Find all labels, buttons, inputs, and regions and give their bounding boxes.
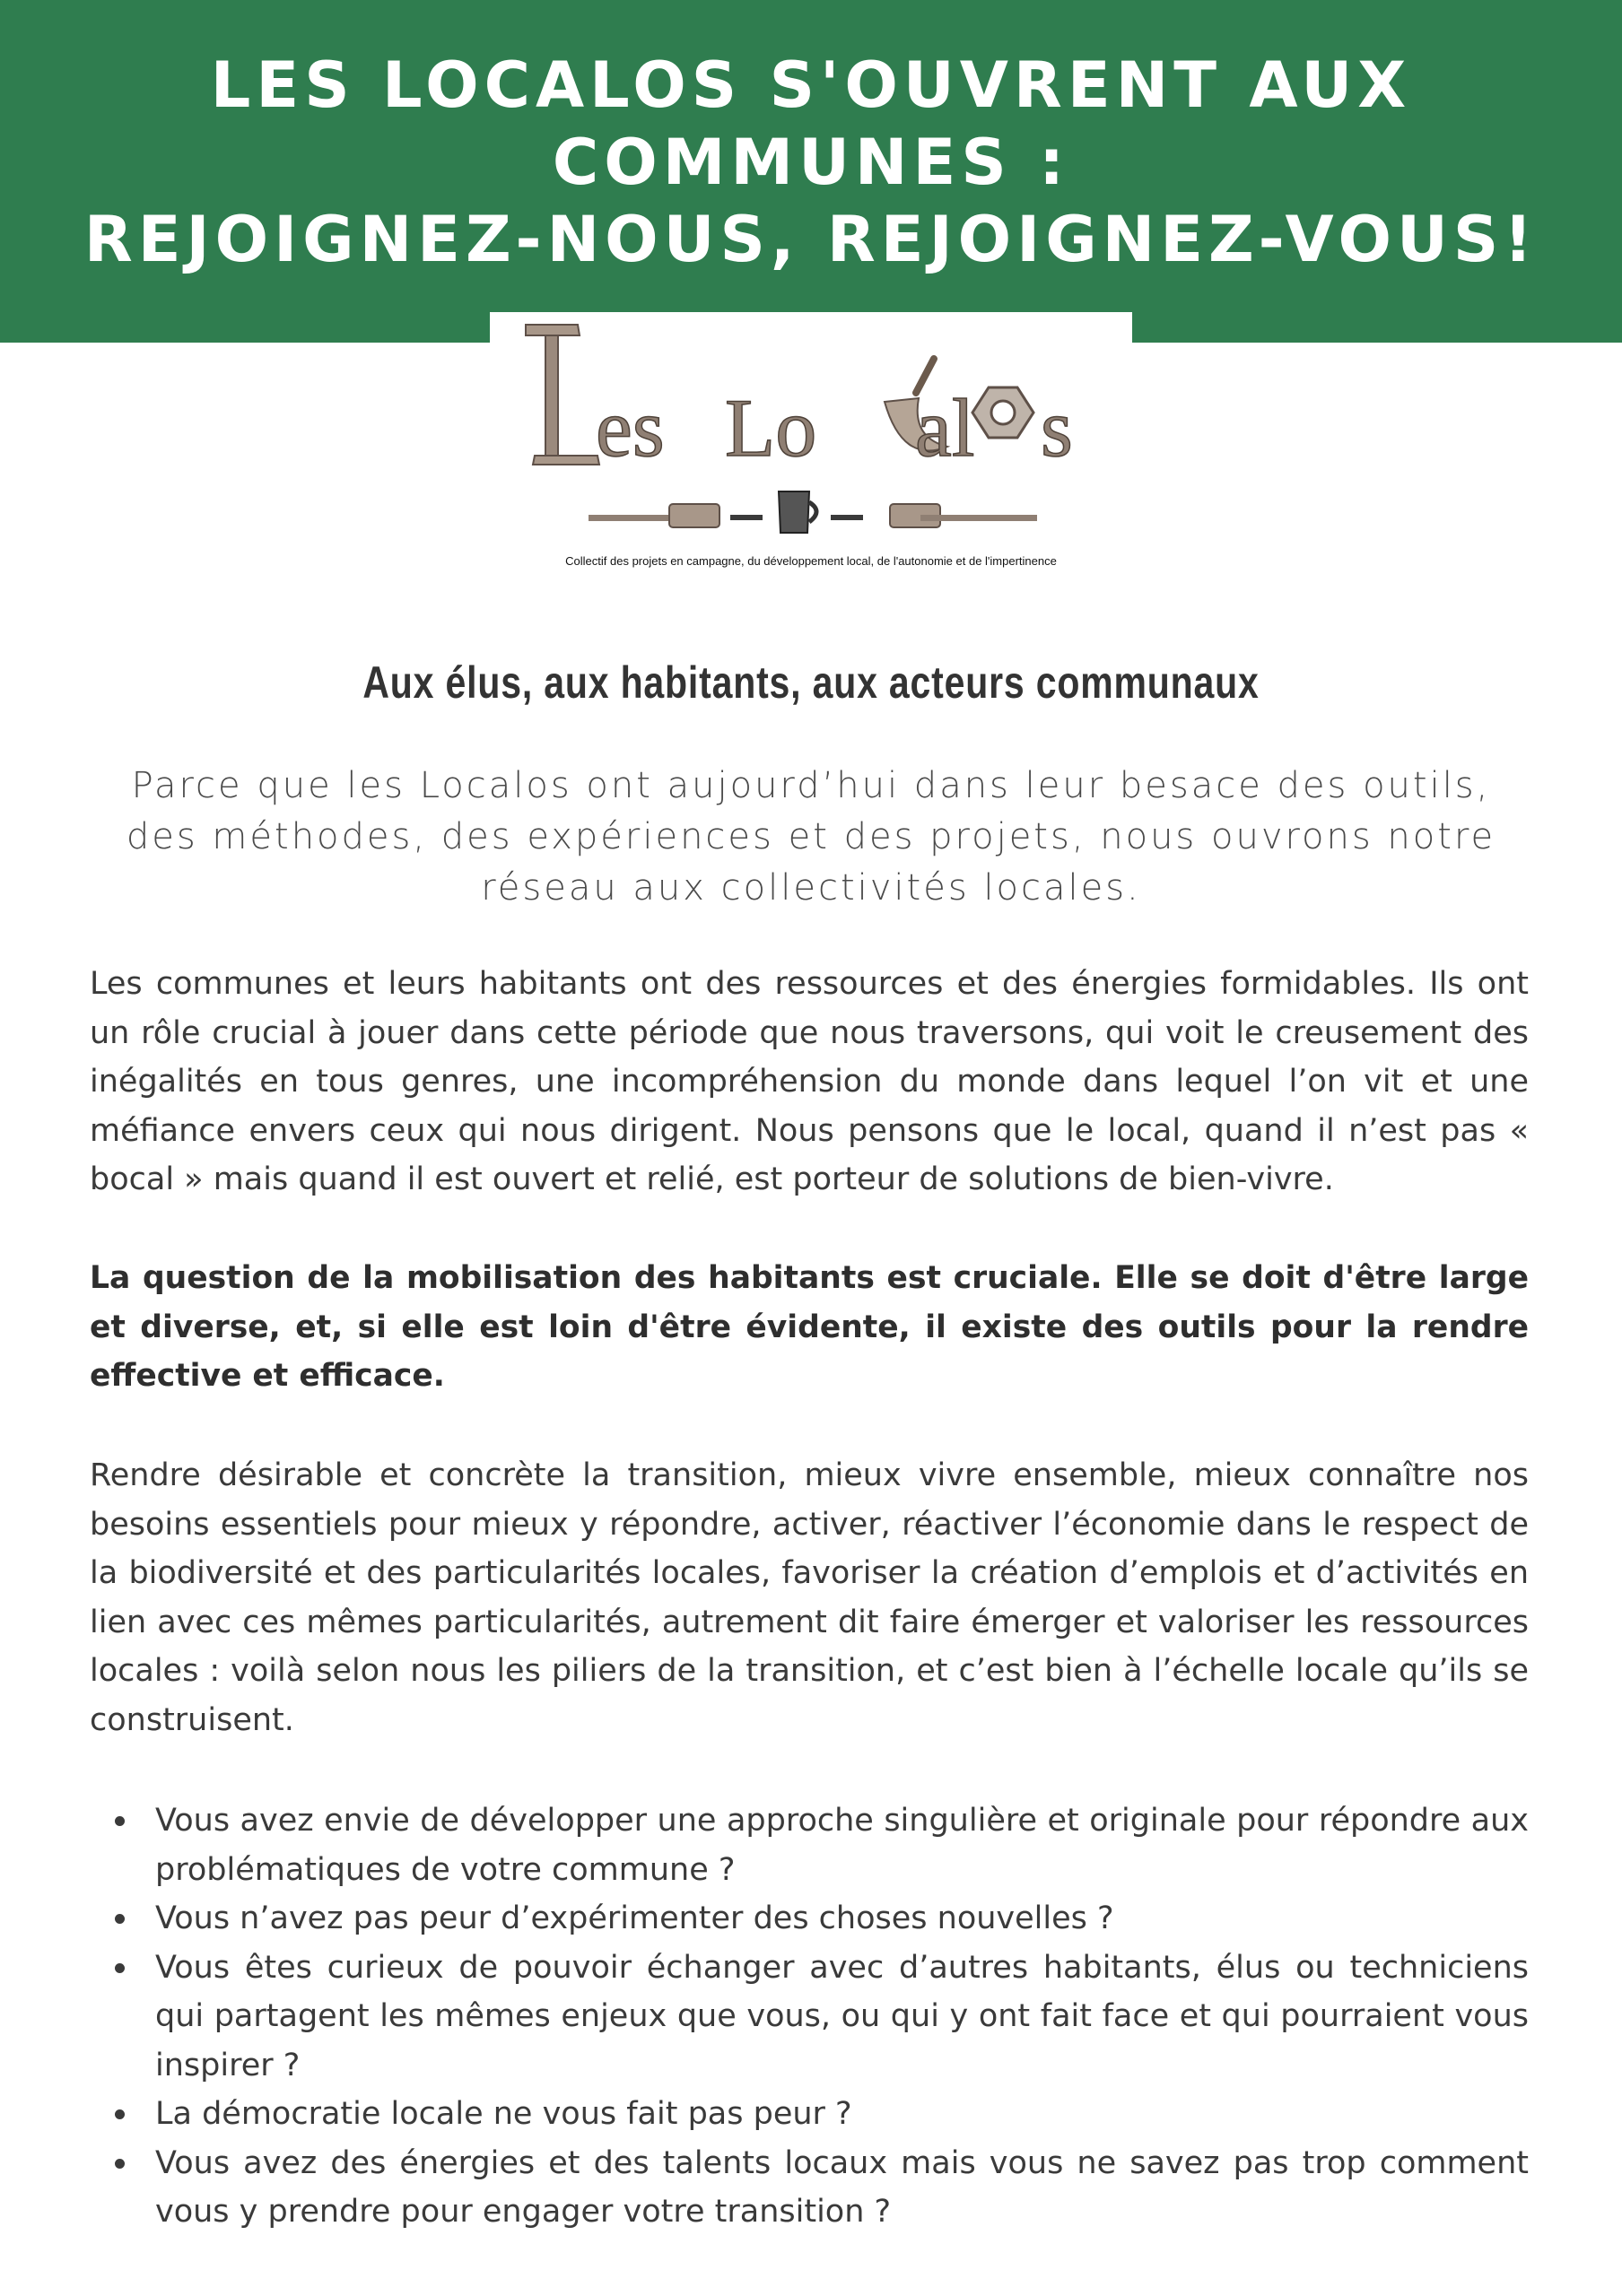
svg-text:es: es (596, 382, 665, 474)
list-item (90, 2090, 1529, 2139)
list-item (90, 1944, 1529, 2091)
list-item (90, 2139, 1529, 2237)
logo-artwork (490, 312, 1132, 554)
logo-tagline: Collectif des projets en campagne, du développement local, de l'autonomie et de l'impertinence (565, 554, 1057, 568)
list-item-text: Vous n’avez pas peur d’expérimenter des choses nouvelles ? (155, 1900, 1114, 1936)
bullet-icon (115, 1914, 125, 1924)
list-item-text: Vous avez envie de développer une approche singulière et originale pour répondre aux problématiques de votre commune ? (155, 1803, 1529, 1888)
list-item (90, 1796, 1529, 1894)
title-line-1: LES LOCALOS S'OUVRENT AUX (210, 48, 1412, 122)
list-item-text: La démocratie locale ne vous fait pas peur ? (155, 2096, 852, 2132)
bullet-icon (115, 1816, 125, 1826)
list-item-text: Vous avez des énergies et des talents locaux mais vous ne savez pas trop comment vous y prendre pour engager votre transition ? (155, 2144, 1529, 2230)
body-paragraph: Rendre désirable et concrète la transition, mieux vivre ensemble, mieux connaître nos besoins essentiels pour mieux y répondre, activer, réactiver l’économie dans le respect de la biodiversité et des particularités locales, favoriser la création d’emplois et d’activités en lien avec ces mêmes particularités, autrement dit faire émerger et valoriser les ressources locales : voilà selon nous les piliers de la transition, et c’est bien à l’échelle locale qu’ils se construisent. (90, 1457, 1529, 1738)
bullet-list (90, 1796, 1529, 2237)
nut-icon (972, 387, 1033, 438)
logo (490, 312, 1132, 585)
header-banner (0, 0, 1622, 343)
hammer-icon (526, 325, 599, 465)
highlight-paragraph: La question de la mobilisation des habitants est cruciale. Elle se doit d'être large et diverse, et, si elle est loin d'être évidente, il existe des outils pour la rendre effective et efficace. (90, 1260, 1529, 1394)
title-line-3: REJOIGNEZ-NOUS, REJOIGNEZ-VOUS! (83, 203, 1539, 276)
page-title (36, 47, 1586, 278)
body-paragraph: Les communes et leurs habitants ont des ressources et des énergies formidables. Ils ont un rôle crucial à jouer dans cette période que nous traversons, qui voit le creusement des inégalités en tous genres, une incompréhension du monde dans lequel l’on vit et une méfiance envers ceux qui nous dirigent. Nous pensons que le local, quand il n’est pas « bocal » mais quand il est ouvert et relié, est porteur de solutions de bien-vivre. (90, 966, 1529, 1197)
list-item (90, 1894, 1529, 1944)
title-line-2: COMMUNES : (552, 126, 1070, 199)
bullet-icon (115, 2109, 125, 2119)
tools-line (589, 491, 1037, 533)
bullet-icon (115, 1963, 125, 1973)
svg-text:s: s (1041, 382, 1073, 474)
lead-paragraph: Parce que les Localos ont aujourd’hui dans leur besace des outils, des méthodes, des expériences et des projets, nous ouvrons notre réseau aux collectivités locales. (126, 765, 1496, 909)
svg-text:al: al (915, 382, 975, 474)
subtitle: Aux élus, aux habitants, aux acteurs communaux (362, 657, 1260, 708)
list-item-text: Vous êtes curieux de pouvoir échanger avec d’autres habitants, élus ou techniciens qui partagent les mêmes enjeux que vous, ou qui y ont fait face et qui pourraient vous inspirer ? (155, 1949, 1529, 2083)
svg-text:Lo: Lo (725, 382, 817, 474)
bullet-icon (115, 2159, 125, 2169)
